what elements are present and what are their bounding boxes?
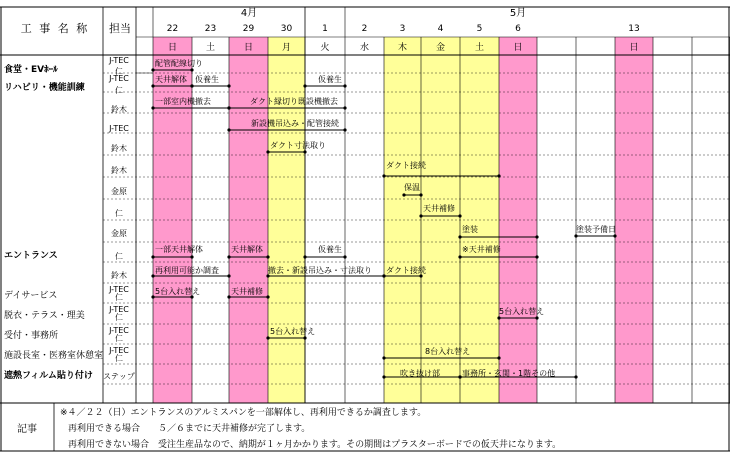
- remark-line-2: 再利用できる場合 ５／６までに天井補修が完了します。: [68, 424, 311, 434]
- remark-line-3: 再利用できない場合 受注生産品なので、納期が１ヶ月かかります。その期間はプラスターボードでの仮天井になります。: [68, 440, 562, 450]
- day-date: 3: [399, 24, 406, 34]
- task-bar-endpoint: [535, 255, 538, 258]
- row-person: 仁: [115, 293, 123, 302]
- day-weekday: 水: [359, 43, 370, 53]
- task-label: 一部天井解体: [155, 245, 203, 254]
- task-bar-endpoint: [151, 255, 154, 258]
- row-person: J-TEC: [109, 305, 129, 314]
- task-bar-endpoint: [227, 274, 230, 277]
- row-person: J-TEC: [109, 74, 129, 83]
- row-person: 金原: [111, 187, 127, 196]
- task-label: 配管配線切り: [155, 59, 203, 68]
- task-bar-endpoint: [574, 234, 577, 237]
- task-label: 事務所・玄関・1階その他: [462, 369, 556, 378]
- task-bar-endpoint: [382, 174, 385, 177]
- row-person: J-TEC: [109, 346, 129, 355]
- remarks-label: 記事: [17, 424, 37, 435]
- task-bar-endpoint: [190, 68, 193, 71]
- header-task-name: 工 事 名 称: [20, 22, 90, 35]
- task-bar-endpoint: [613, 234, 616, 237]
- day-date: 5: [476, 24, 483, 34]
- task-label: 5台入れ替え: [499, 307, 545, 316]
- task-bar-endpoint: [303, 336, 306, 339]
- task-bar-endpoint: [382, 375, 385, 378]
- task-bar-endpoint: [458, 235, 461, 238]
- task-label: 天井補修: [423, 204, 455, 213]
- row-task-name: デイサービス: [4, 291, 58, 301]
- row-task-name: 遮熱フィルム貼り付け: [4, 371, 93, 381]
- row-person: 金原: [111, 229, 127, 238]
- task-bar-endpoint: [266, 150, 269, 153]
- task-bar-endpoint: [303, 84, 306, 87]
- task-label: ダクト寸法取り: [270, 141, 326, 150]
- row-task-name: リハビリ・機能訓練: [4, 83, 85, 93]
- task-label: ダクト接続: [386, 266, 426, 275]
- task-bar-endpoint: [497, 174, 500, 177]
- day-weekday: 土: [474, 43, 485, 53]
- task-bar-endpoint: [303, 255, 306, 258]
- task-bar-endpoint: [151, 68, 154, 71]
- day-date: 30: [280, 24, 293, 34]
- day-date: 23: [204, 24, 217, 34]
- task-bar-endpoint: [266, 255, 269, 258]
- task-label: 仮養生: [195, 75, 219, 84]
- row-person: 仁: [115, 354, 123, 363]
- task-label: 撤去・新設吊込み・寸法取り: [268, 266, 372, 275]
- row-person: 仁: [115, 252, 123, 261]
- task-bar-endpoint: [227, 128, 230, 131]
- day-weekday: 土: [205, 43, 216, 53]
- day-weekday: 月: [281, 43, 292, 53]
- row-person: 仁: [115, 334, 123, 343]
- task-bar-endpoint: [266, 336, 269, 339]
- row-person: 鈴木: [111, 105, 127, 114]
- task-bar-endpoint: [497, 316, 500, 319]
- task-label: ダクト縁切り既設機撤去: [250, 97, 338, 106]
- row-person: 鈴木: [111, 144, 127, 153]
- task-label: ※天井補修: [462, 245, 501, 254]
- task-bar-endpoint: [535, 235, 538, 238]
- day-weekday: 日: [243, 43, 254, 53]
- task-label: 新設機吊込み・配管接続: [251, 119, 339, 128]
- row-task-name: 受付・事務所: [4, 331, 59, 341]
- task-bar-endpoint: [303, 150, 306, 153]
- day-date: 13: [628, 24, 640, 34]
- task-bar-endpoint: [343, 128, 346, 131]
- task-bar-endpoint: [190, 84, 193, 87]
- day-weekday: 日: [513, 43, 523, 53]
- row-person: 仁: [115, 86, 123, 95]
- day-date: 4: [437, 24, 444, 34]
- task-label: ダクト接続: [386, 161, 426, 170]
- task-bar-endpoint: [458, 255, 461, 258]
- row-task-name: エントランス: [4, 251, 58, 261]
- day-weekday: 日: [629, 43, 639, 53]
- row-task-name: 施設長室・医務室休憩室: [4, 351, 104, 361]
- task-bar-endpoint: [227, 255, 230, 258]
- task-bar-endpoint: [190, 255, 193, 258]
- row-person: J-TEC: [109, 124, 129, 133]
- row-person: 仁: [115, 67, 123, 76]
- task-bar-endpoint: [419, 193, 422, 196]
- day-weekday: 木: [397, 43, 408, 53]
- day-date: 6: [515, 24, 521, 34]
- row-person: ステップ: [103, 372, 135, 381]
- row-person: 鈴木: [111, 271, 127, 280]
- day-weekday: 金: [435, 43, 446, 53]
- task-label: 保温: [404, 183, 420, 192]
- row-person: 仁: [115, 209, 123, 218]
- task-bar-endpoint: [497, 356, 500, 359]
- task-bar-endpoint: [458, 214, 461, 217]
- task-bar-endpoint: [227, 106, 230, 109]
- task-bar-endpoint: [343, 84, 346, 87]
- task-bar-endpoint: [266, 295, 269, 298]
- row-person: J-TEC: [109, 326, 129, 335]
- day-weekday: 日: [167, 43, 178, 53]
- row-person: J-TEC: [109, 285, 129, 294]
- task-label: 天井解体: [155, 75, 187, 84]
- row-person: J-TEC: [109, 56, 129, 65]
- day-date: 29: [242, 24, 255, 34]
- task-label: 仮養生: [318, 75, 342, 84]
- task-label: 再利用可能か調査: [155, 266, 219, 275]
- task-bar-endpoint: [402, 193, 405, 196]
- remark-line-1: ※４／２２（日）エントランスのアルミスパンを一部解体し、再利用できるか調査します。: [60, 408, 427, 418]
- day-date: 22: [166, 24, 179, 34]
- day-weekday: 火: [320, 43, 330, 53]
- task-label: 塗装予備日: [576, 225, 616, 234]
- task-bar-endpoint: [535, 316, 538, 319]
- task-label: 仮養生: [318, 245, 342, 254]
- row-task-name: 食堂・EVﾎｰﾙ: [4, 65, 58, 75]
- task-bar-endpoint: [151, 106, 154, 109]
- task-bar-endpoint: [574, 375, 577, 378]
- header-person: 担当: [109, 22, 131, 35]
- task-label: 8台入れ替え: [425, 347, 471, 356]
- task-label: 天井解体: [231, 245, 263, 254]
- task-label: 5台入れ替え: [155, 287, 201, 296]
- row-task-name: 脱衣・テラス・理美: [4, 311, 85, 321]
- task-label: 5台入れ替え: [270, 327, 316, 336]
- task-label: 一部室内機撤去: [155, 97, 211, 106]
- task-bar-endpoint: [343, 106, 346, 109]
- header-month-may: 5月: [509, 8, 527, 19]
- task-bar-endpoint: [419, 214, 422, 217]
- task-label: 天井補修: [231, 287, 263, 296]
- row-person: 仁: [115, 313, 123, 322]
- task-bar-endpoint: [382, 356, 385, 359]
- day-date: 2: [361, 24, 368, 34]
- task-label: 塗装: [462, 225, 478, 234]
- row-person: 鈴木: [111, 166, 127, 175]
- header-month-april: 4月: [240, 8, 258, 19]
- task-label: 吹き抜け部: [400, 369, 440, 378]
- row-labels: [4, 56, 135, 381]
- day-date: 1: [322, 24, 328, 34]
- task-bar-endpoint: [151, 84, 154, 87]
- task-bar-endpoint: [227, 84, 230, 87]
- task-bar-endpoint: [343, 255, 346, 258]
